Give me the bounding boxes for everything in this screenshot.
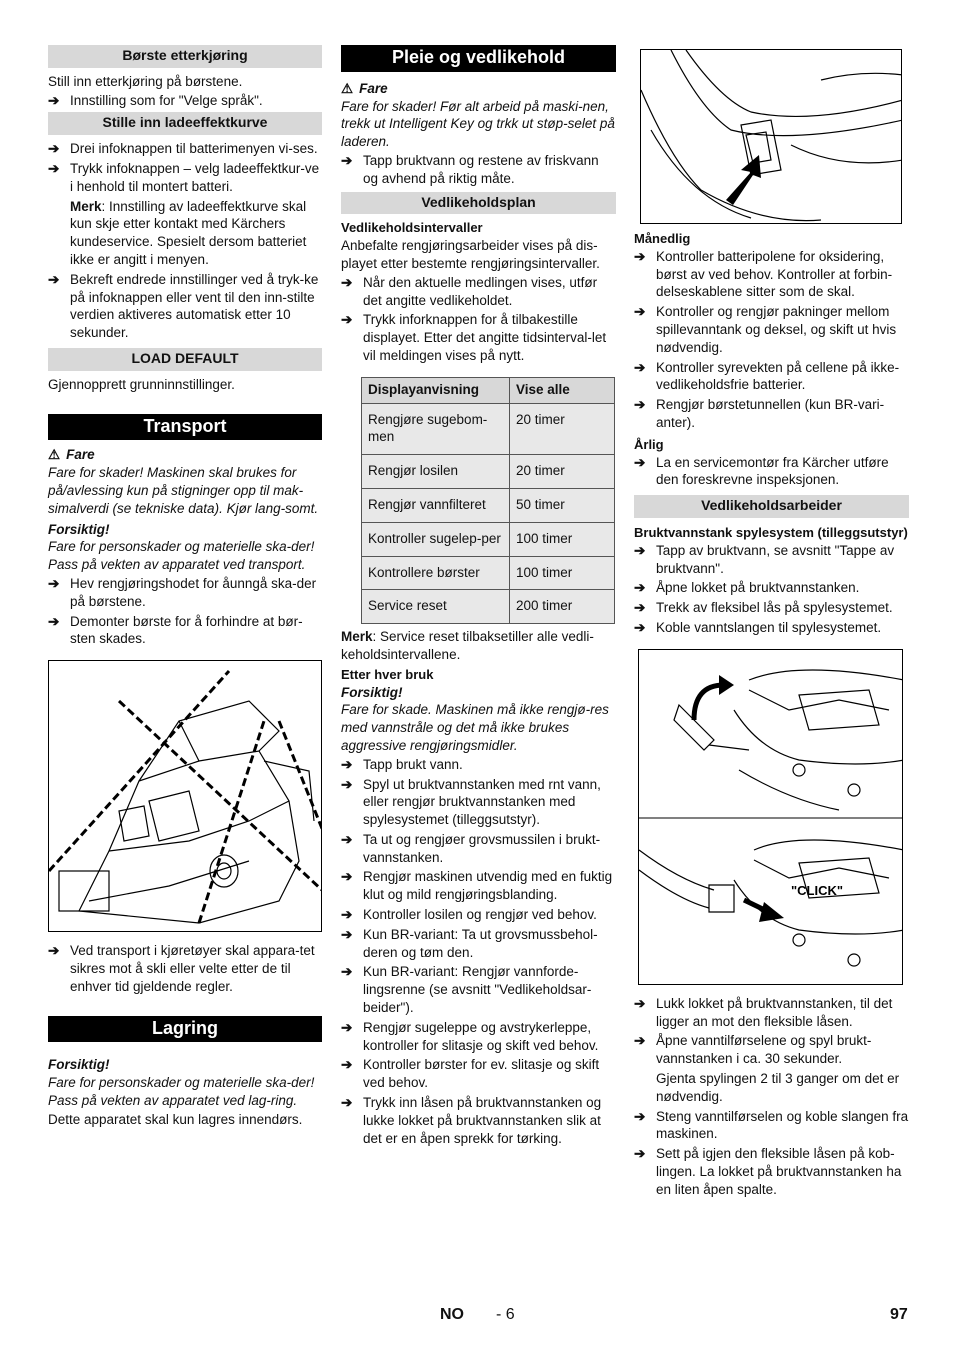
right-arrow-bullet-icon: ➔ [341, 926, 353, 942]
subheading-intervaller: Vedlikeholdsintervaller [341, 220, 483, 236]
maintenance-interval-table [361, 377, 615, 624]
right-arrow-bullet-icon: ➔ [341, 776, 353, 792]
right-arrow-bullet-icon: ➔ [341, 1095, 353, 1111]
bullet-item: ➔ Sett på igjen den fleksible låsen på kob-lingen. La lokket på bruktvannstanken ha en liten åpen spalte. [634, 1146, 902, 1197]
note: Merk: Innstilling av ladeeffektkurve skal kun skje etter kontakt med Kärchers kundeservice. Spesielt dersom batteriet ikke er angitt i menyen. [70, 198, 307, 267]
paragraph: Dette apparatet skal kun lagres innendørs. [48, 1111, 303, 1127]
bullet-item: ➔ Innstilling som for "Velge språk". [48, 92, 263, 108]
table-cell: 200 timer [510, 590, 615, 624]
bullet-item: ➔ Ved transport i kjøretøyer skal appara-tet sikres mot å skli eller velte etter de til enhver tid gjeldende regler. [48, 943, 315, 994]
bullet-item: ➔ Tapp av bruktvann, se avsnitt "Tappe av bruktvann". [634, 542, 895, 576]
footer-page-local: - 6 [496, 1306, 515, 1323]
bullet-item: ➔ Kontroller losilen og rengjør ved behov. [341, 907, 597, 923]
bullet-item: ➔ Koble vanntslangen til spylesystemet. [634, 619, 882, 635]
right-arrow-bullet-icon: ➔ [634, 580, 646, 596]
table-cell: Rengjør losilen [362, 455, 510, 489]
bullet-item: ➔ Hev rengjøringshodet for åunngå ska-der på børstene. [48, 575, 317, 609]
bullet-item: ➔ Tapp bruktvann og restene av friskvann og avhend på riktig måte. [341, 152, 599, 186]
bullet-item: ➔ Ta ut og rengjøer grovsmussilen i brukt-vannstanken. [341, 831, 601, 865]
right-arrow-bullet-icon: ➔ [634, 397, 646, 413]
subheading-aarlig: Årlig [634, 436, 664, 452]
right-arrow-bullet-icon: ➔ [341, 274, 353, 290]
warning-triangle-icon: ⚠ [341, 80, 354, 96]
right-arrow-bullet-icon: ➔ [634, 1033, 646, 1049]
right-arrow-bullet-icon: ➔ [48, 160, 60, 176]
caution-text: Fare for skade. Maskinen må ikke rengjø-res med vannstråle og det må ikke brukes aggressive rengjøringsmidler. [341, 702, 609, 753]
warning-text: Fare for skader! Maskinen skal brukes for på/avlessing kun på stigninger opp til mak-simalverdi (se tekniske data). Kjør lang-somt. [48, 465, 319, 516]
right-arrow-bullet-icon: ➔ [634, 1108, 646, 1124]
heading-vedlikeholdsplan: Vedlikeholdsplan [341, 192, 616, 215]
right-arrow-bullet-icon: ➔ [634, 248, 646, 264]
right-arrow-bullet-icon: ➔ [341, 831, 353, 847]
bullet-item: ➔ La en servicemontør fra Kärcher utføre den foreskrevne inspeksjonen. [634, 454, 889, 488]
caution-heading: Forsiktig! [341, 684, 403, 700]
table-cell: Rengjøre sugebom-men [362, 403, 510, 455]
right-arrow-bullet-icon: ➔ [48, 141, 60, 157]
warning-text: Fare for skader! Før alt arbeid på maski-nen, trekk ut Intelligent Key og trkk ut støp-selet på laderen. [341, 98, 615, 150]
warning-heading: ⚠ Fare [48, 447, 95, 463]
right-arrow-bullet-icon: ➔ [634, 1146, 646, 1162]
bullet-item: ➔ Trykk inforknappen for å tilbakestille displayet. Etter det angitte tidsinterval-let vil meldingen vises på nytt. [341, 312, 607, 363]
heading-pleie: Pleie og vedlikehold [341, 45, 616, 72]
paragraph: Still inn etterkjøring på børstene. [48, 73, 243, 89]
figure-transport-machine-straps [48, 660, 322, 932]
right-arrow-bullet-icon: ➔ [634, 600, 646, 616]
right-arrow-bullet-icon: ➔ [341, 869, 353, 885]
caution-text: Fare for personskader og materielle ska-der! Pass på vekten av apparatet ved transport. [48, 539, 315, 573]
heading-ladekurve: Stille inn ladeeffektkurve [48, 112, 322, 135]
subheading-maanedlig: Månedlig [634, 231, 691, 246]
bullet-item: ➔ Demonter børste for å forhindre at bør-sten skades. [48, 613, 303, 647]
click-label: "CLICK" [791, 882, 844, 898]
bullet-item: ➔ Kontroller syrevekten på cellene på ikke-vedlikeholdsfrie batterier. [634, 359, 900, 393]
table-cell: 100 timer [510, 522, 615, 556]
right-arrow-bullet-icon: ➔ [341, 1019, 353, 1035]
right-arrow-bullet-icon: ➔ [341, 1057, 353, 1073]
bullet-item: ➔ Kontroller børster for ev. slitasje og skift ved behov. [341, 1057, 600, 1091]
right-arrow-bullet-icon: ➔ [634, 995, 646, 1011]
table-cell: Kontroller sugelep-per [362, 522, 510, 556]
right-arrow-bullet-icon: ➔ [48, 92, 60, 108]
heading-burst: Børste etterkjøring [48, 45, 322, 68]
bullet-item: ➔ Rengjør børstetunnellen (kun BR-vari-anter). [634, 397, 885, 430]
heading-lagring: Lagring [48, 1016, 322, 1043]
bullet-item: ➔ Åpne lokket på bruktvannstanken. [634, 580, 860, 596]
warning-triangle-icon: ⚠ [48, 447, 61, 463]
right-arrow-bullet-icon: ➔ [48, 575, 60, 591]
bullet-item: ➔ Spyl ut bruktvannstanken med rnt vann, eller rengjør bruktvannstanken med spylesystemet (tilleggsutstyr). [341, 776, 601, 828]
paragraph: Gjennopprett grunninnstillinger. [48, 376, 235, 392]
warning-heading: ⚠ Fare [341, 80, 388, 96]
table-header-cell: Displayanvisning [362, 377, 510, 403]
bullet-item: ➔ Rengjør sugeleppe og avstrykerleppe, kontroller for slitasje og skift ved behov. [341, 1019, 599, 1053]
table-cell: 20 timer [510, 403, 615, 455]
table-row [362, 590, 615, 624]
column-left [48, 45, 322, 1129]
bullet-item: ➔ Steng vanntilførselen og koble slangen fra maskinen. [634, 1108, 909, 1142]
table-row [362, 455, 615, 489]
note: Merk: Service reset tilbaksetiller alle vedli-keholdsintervallene. [341, 629, 594, 662]
table-cell: Service reset [362, 590, 510, 624]
table-cell: 20 timer [510, 455, 615, 489]
right-arrow-bullet-icon: ➔ [634, 304, 646, 320]
table-header-cell: Vise alle [510, 377, 615, 403]
caution-heading: Forsiktig! [48, 521, 110, 537]
bullet-item: ➔ Tapp brukt vann. [341, 756, 463, 772]
subheading-spylesystem: Bruktvannstank spylesystem (tilleggsutstyr) [634, 524, 908, 540]
footer-language: NO [440, 1306, 464, 1323]
right-arrow-bullet-icon: ➔ [48, 943, 60, 959]
right-arrow-bullet-icon: ➔ [634, 542, 646, 558]
bullet-item: ➔ Kun BR-variant: Ta ut grovsmussbehol-deren og tøm den. [341, 926, 598, 960]
bullet-item: ➔ Rengjør maskinen utvendig med en fuktig klut og mild rengjøringsblanding. [341, 869, 613, 903]
figure-tank-latch [640, 49, 902, 224]
table-cell: 100 timer [510, 556, 615, 590]
bullet-item: ➔ Trykk inn låsen på bruktvannstanken og lukke lokket på bruktvannstanken slik at det er en åpen sprekk for tørking. [341, 1095, 602, 1146]
column-middle [341, 45, 616, 1149]
right-arrow-bullet-icon: ➔ [48, 613, 60, 629]
figure-flushing-system [638, 649, 903, 985]
footer-page-number: 97 [890, 1306, 908, 1323]
table-row [362, 522, 615, 556]
right-arrow-bullet-icon: ➔ [48, 271, 60, 287]
right-arrow-bullet-icon: ➔ [634, 359, 646, 375]
column-right [634, 45, 909, 1201]
table-cell: Kontrollere børster [362, 556, 510, 590]
heading-transport: Transport [48, 414, 322, 441]
bullet-item: ➔ Trykk infoknappen – velg ladeeffektkur-ve i henhold til montert batteri. [48, 160, 320, 194]
bullet-item: ➔ Kun BR-variant: Rengjør vannforde-lingsrenne (se avsnitt "Vedlikeholdsar-beider"). [341, 964, 592, 1016]
right-arrow-bullet-icon: ➔ [341, 907, 353, 923]
subheading-etter-hver-bruk: Etter hver bruk [341, 666, 434, 682]
right-arrow-bullet-icon: ➔ [634, 454, 646, 470]
heading-vedlikeholdsarbeider: Vedlikeholdsarbeider [634, 495, 909, 518]
bullet-item: ➔ Åpne vanntilførselene og spyl brukt-vannstanken i ca. 30 sekunder. [634, 1033, 872, 1067]
caution-heading: Forsiktig! [48, 1057, 110, 1073]
table-cell: Rengjør vannfilteret [362, 488, 510, 522]
heading-load-default: LOAD DEFAULT [48, 348, 322, 371]
table-cell: 50 timer [510, 488, 615, 522]
right-arrow-bullet-icon: ➔ [341, 964, 353, 980]
caution-text: Fare for personskader og materielle ska-der! Pass på vekten av apparatet ved lag-ring. [48, 1075, 315, 1108]
bullet-item: ➔ Lukk lokket på bruktvannstanken, til det ligger an mot den fleksible låsen. [634, 995, 893, 1029]
bullet-item: ➔ Når den aktuelle medlingen vises, utfør det angitte vedlikeholdet. [341, 274, 598, 308]
right-arrow-bullet-icon: ➔ [341, 152, 353, 168]
table-row [362, 556, 615, 590]
bullet-item: ➔ Trekk av fleksibel lås på spylesystemet. [634, 600, 893, 616]
table-row [362, 488, 615, 522]
paragraph: Anbefalte rengjøringsarbeider vises på dis-playet etter bestemte rengjøringsintervaller. [341, 238, 600, 271]
bullet-item: ➔ Kontroller og rengjør pakninger mellom spillevanntank og deksel, og skift ut hvis nødvendig. [634, 304, 897, 355]
right-arrow-bullet-icon: ➔ [634, 619, 646, 635]
bullet-item: ➔ Kontroller batteripolene for oksidering, børst av ved behov. Kontroller at forbin-delseskablene sitter som de skal. [634, 248, 893, 300]
right-arrow-bullet-icon: ➔ [341, 756, 353, 772]
table-row [362, 403, 615, 455]
bullet-item: ➔ Bekreft endrede innstillinger ved å tryk-ke på infoknappen eller vent til den inn-stilte verdien aktiveres automatisk etter 10 sekunder. [48, 271, 319, 341]
bullet-item: ➔ Drei infoknappen til batterimenyen vi-ses. [48, 141, 318, 157]
table-header-row [362, 377, 615, 403]
indented-text: Gjenta spylingen 2 til 3 ganger om det er nødvendig. [656, 1070, 900, 1104]
right-arrow-bullet-icon: ➔ [341, 312, 353, 328]
